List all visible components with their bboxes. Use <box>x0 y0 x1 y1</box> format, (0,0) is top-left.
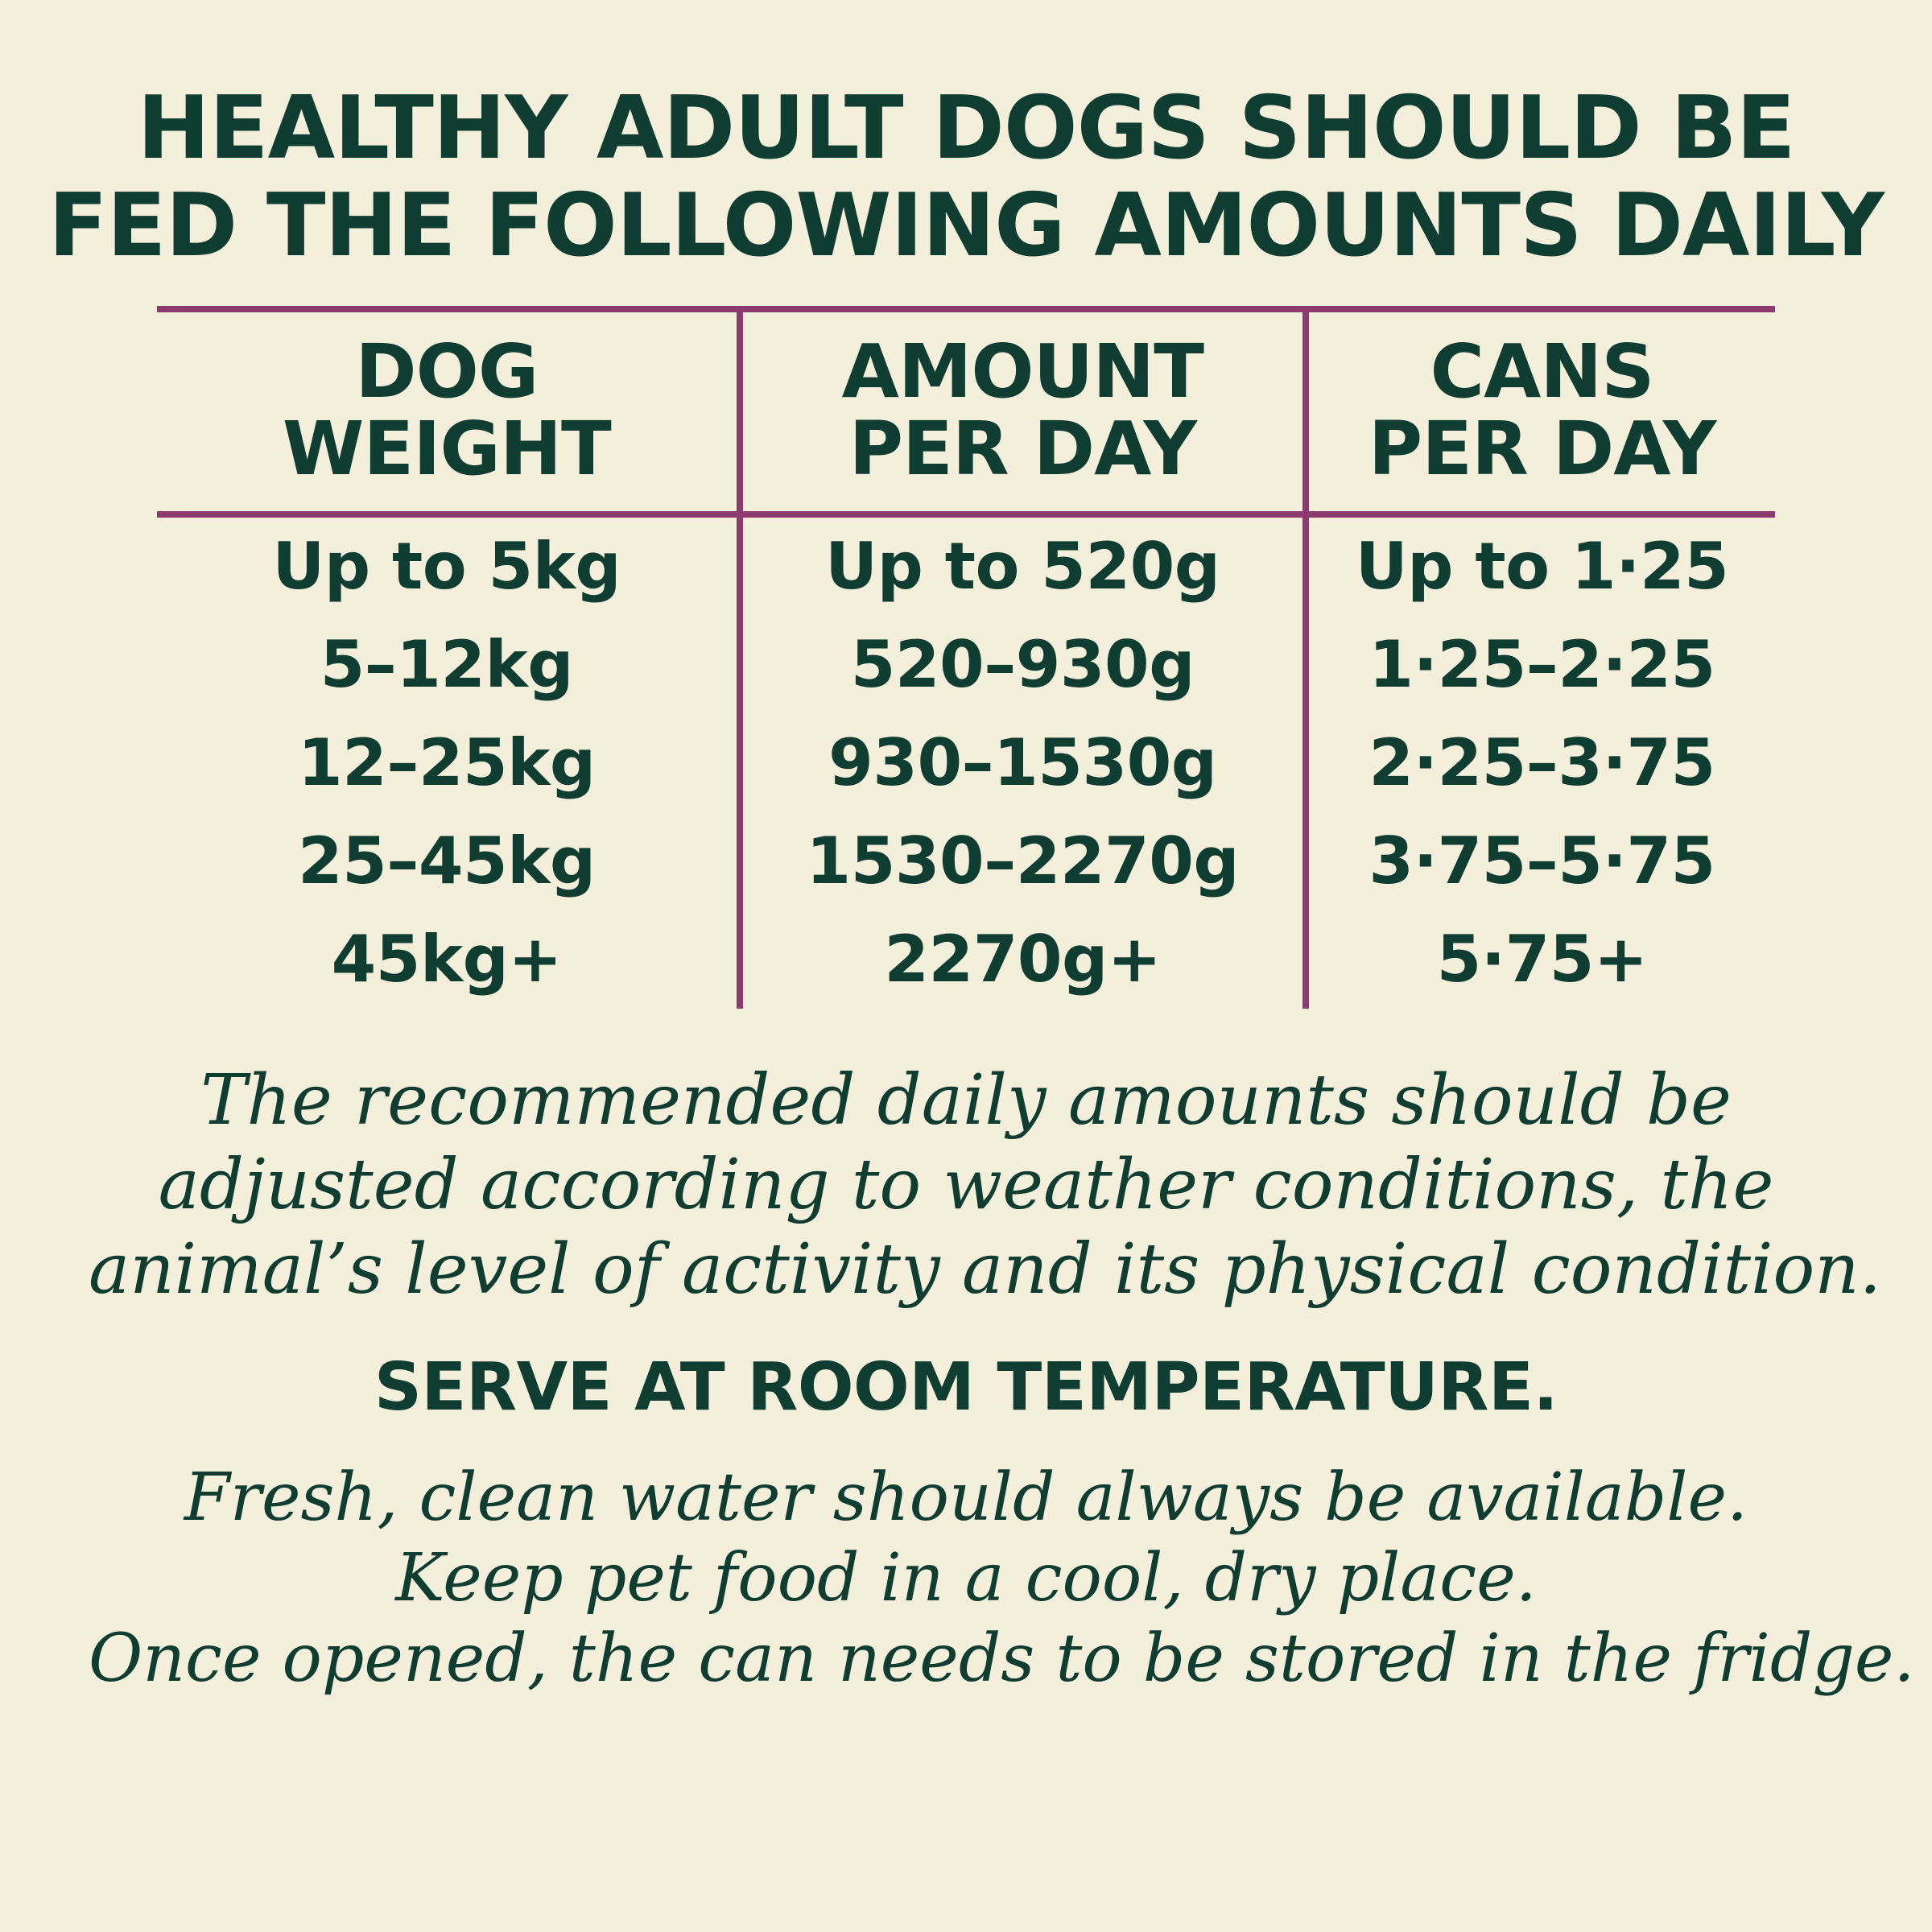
table-row <box>157 616 1775 714</box>
table-row <box>157 812 1775 910</box>
cell-dog-weight: 5–12kg <box>320 627 574 703</box>
cell-cans-per-day: 2·25–3·75 <box>1306 714 1775 812</box>
table-row <box>157 714 1775 812</box>
cell-dog-weight: 12–25kg <box>297 725 596 801</box>
page-title <box>48 80 1884 275</box>
cell-cans-per-day: Up to 1·25 <box>1306 514 1775 616</box>
cell-cans-per-day: 1·25–2·25 <box>1306 616 1775 714</box>
table-row <box>157 514 1775 616</box>
cell-cans-per-day: 5·75+ <box>1306 910 1775 1009</box>
column-header-dog-weight <box>157 309 740 514</box>
cell-dog-weight: Up to 5kg <box>272 529 621 605</box>
cell-amount-per-day: 2270g+ <box>740 910 1307 1009</box>
cell-amount-per-day: 520–930g <box>740 616 1307 714</box>
column-header-cans-per-day-line-2: PER DAY <box>1368 405 1716 492</box>
feeding-table <box>157 306 1775 1009</box>
page-title-line-1: HEALTHY ADULT DOGS SHOULD BE <box>137 78 1795 179</box>
feeding-table-container <box>157 306 1775 1009</box>
storage-note <box>89 1458 1915 1699</box>
column-header-amount-per-day-line-1: AMOUNT <box>841 328 1204 415</box>
table-header-row <box>157 309 1775 514</box>
cell-amount-per-day: 1530–2270g <box>740 812 1307 910</box>
column-header-amount-per-day <box>740 309 1307 514</box>
column-header-amount-per-day-line-2: PER DAY <box>848 405 1197 492</box>
cell-dog-weight: 45kg+ <box>331 922 562 997</box>
cell-cans-per-day: 3·75–5·75 <box>1306 812 1775 910</box>
adjustment-note-line-3: animal’s level of activity and its physical condition. <box>89 1229 1882 1311</box>
adjustment-note <box>89 1059 1882 1312</box>
column-header-dog-weight-line-1: DOG <box>355 328 539 415</box>
column-header-cans-per-day <box>1306 309 1775 514</box>
notes-section <box>89 1059 1915 1699</box>
cell-amount-per-day: 930–1530g <box>740 714 1307 812</box>
adjustment-note-line-1: The recommended daily amounts should be <box>200 1060 1732 1141</box>
cell-dog-weight: 25–45kg <box>297 824 596 899</box>
adjustment-note-line-2: adjusted according to weather conditions, the <box>158 1145 1774 1226</box>
table-row <box>157 910 1775 1009</box>
column-header-cans-per-day-line-1: CANS <box>1430 328 1654 415</box>
storage-note-line-1: Fresh, clean water should always be available. <box>184 1459 1748 1536</box>
cell-amount-per-day: Up to 520g <box>740 514 1307 616</box>
serve-temperature-note: SERVE AT ROOM TEMPERATURE. <box>374 1348 1558 1426</box>
column-header-dog-weight-line-2: WEIGHT <box>282 405 611 492</box>
storage-note-line-3: Once opened, the can needs to be stored in the fridge. <box>89 1620 1915 1698</box>
storage-note-line-2: Keep pet food in a cool, dry place. <box>395 1540 1537 1616</box>
page-title-line-2: FED THE FOLLOWING AMOUNTS DAILY <box>48 175 1884 276</box>
